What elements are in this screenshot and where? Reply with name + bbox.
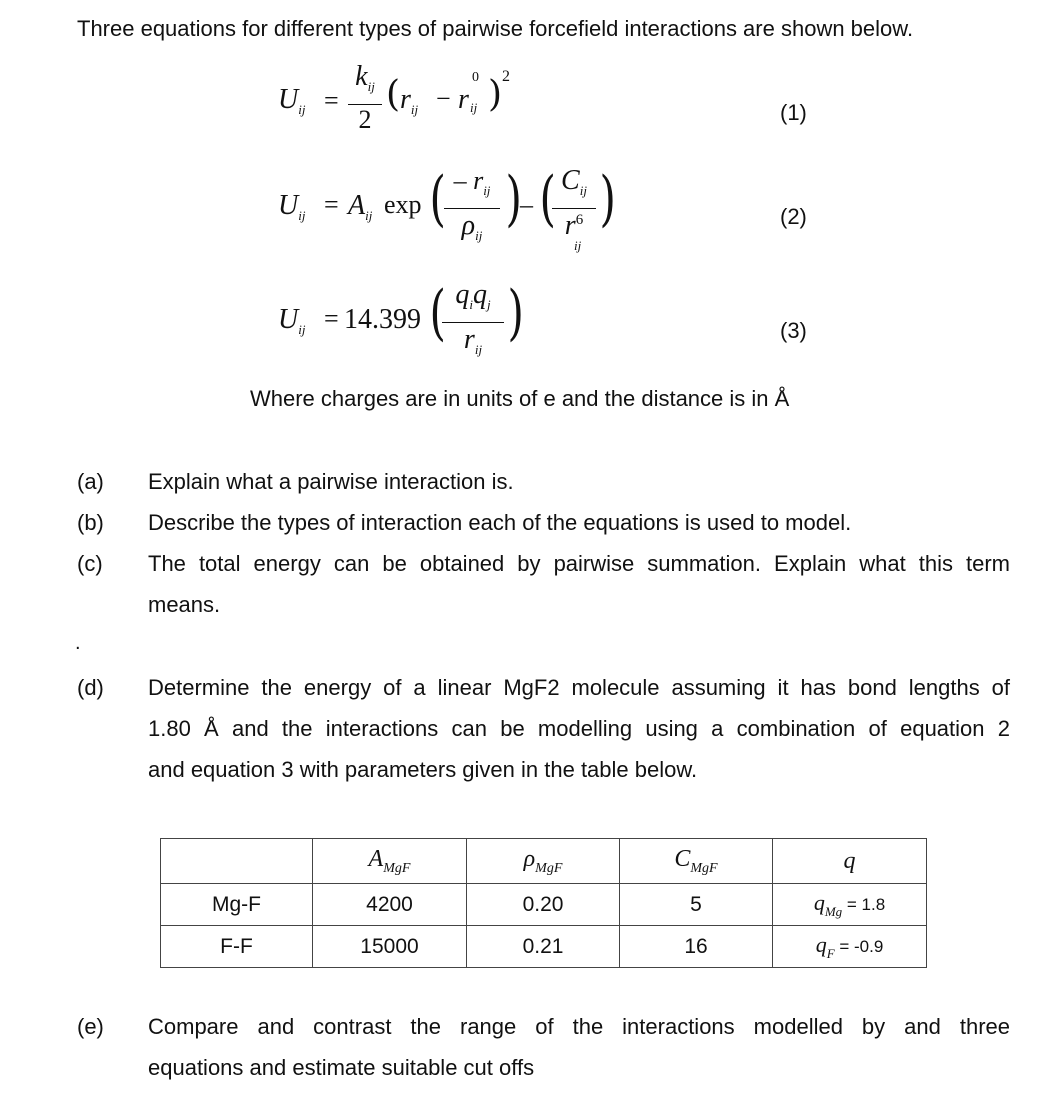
table-header-rho: $\rho_{MgF}$ bbox=[467, 839, 620, 884]
table-cell-pair: F-F bbox=[161, 926, 313, 968]
table-header-q: q bbox=[773, 839, 927, 884]
question-label-c: (c) bbox=[77, 551, 103, 576]
question-label-a: (a) bbox=[77, 469, 104, 494]
equation-3: $U_{ij}$ = 14.399 ( $q_iq_j$ $r_{ij}$ ) bbox=[278, 278, 524, 357]
question-text-c: The total energy can be obtained by pairwise summation. Explain what this term means. bbox=[148, 551, 1010, 617]
table-header-c: $C_{MgF}$ bbox=[620, 839, 773, 884]
equation-2-number: (2) bbox=[780, 204, 807, 229]
stray-mark: . bbox=[75, 632, 81, 654]
table-row bbox=[161, 926, 927, 968]
table-row bbox=[161, 884, 927, 926]
question-text-b: Describe the types of interaction each of the equations is used to model. bbox=[148, 510, 852, 535]
table-header-empty bbox=[161, 839, 313, 884]
parameter-table bbox=[160, 838, 927, 968]
table-cell-a: 4200 bbox=[313, 884, 467, 926]
question-text-a: Explain what a pairwise interaction is. bbox=[148, 469, 514, 494]
equation-1-number: (1) bbox=[780, 100, 807, 125]
table-header-a: $A_{MgF}$ bbox=[313, 839, 467, 884]
table-header-row bbox=[161, 839, 927, 884]
equation-3-number: (3) bbox=[780, 318, 807, 343]
units-note: Where charges are in units of e and the distance is in Å bbox=[250, 386, 790, 411]
table-cell-c: 5 bbox=[620, 884, 773, 926]
table-cell-rho: 0.20 bbox=[467, 884, 620, 926]
table-cell-a: 15000 bbox=[313, 926, 467, 968]
table-cell-q: $q_F = -0.9$ bbox=[773, 926, 927, 968]
table-cell-rho: 0.21 bbox=[467, 926, 620, 968]
table-cell-c: 16 bbox=[620, 926, 773, 968]
table-cell-q: $q_{Mg} = 1.8$ bbox=[773, 884, 927, 926]
question-text-d: Determine the energy of a linear MgF2 molecule assuming it has bond lengths of 1.80 Å and the interactions can be modelling using a combination of equation 2 and equation 3 with parameters given in the table below. bbox=[148, 675, 1010, 782]
equation-1: $U_{ij}$ = $k_{ij}$ 2 ( $r_{ij}$ − r 0 ij ) 2 bbox=[278, 61, 510, 134]
intro-text: Three equations for different types of pairwise forcefield interactions are shown below. bbox=[77, 16, 914, 41]
question-text-e: Compare and contrast the range of the interactions modelled by and three equations and estimate suitable cut offs bbox=[148, 1014, 1010, 1080]
table-cell-pair: Mg-F bbox=[161, 884, 313, 926]
question-label-d: (d) bbox=[77, 675, 104, 700]
equation-2: $U_{ij}$ = $A_{ij}$ exp ( – $r_{ij}$ $\rho_{ij}$ ) – ( $C_{ij}$ $r^6$ ij ) bbox=[278, 164, 616, 253]
question-label-e: (e) bbox=[77, 1014, 104, 1039]
question-label-b: (b) bbox=[77, 510, 104, 535]
